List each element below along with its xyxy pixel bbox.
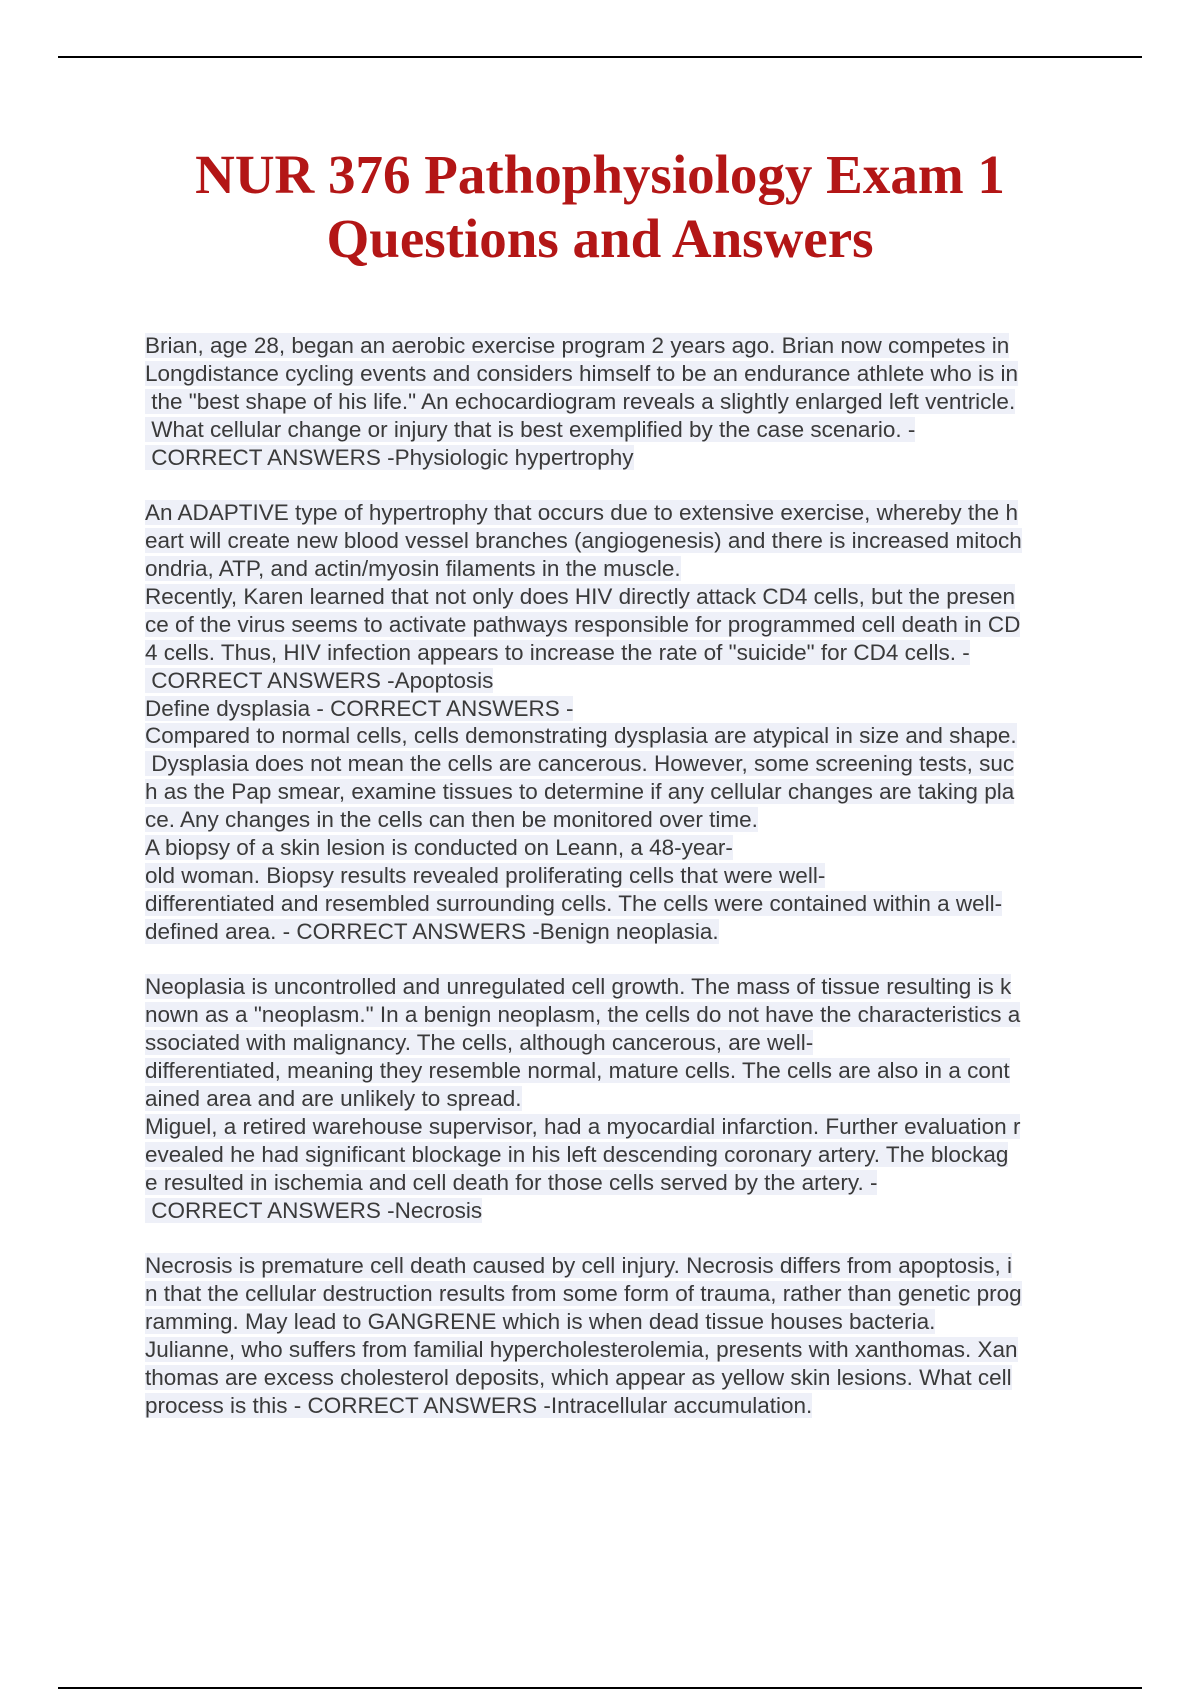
text-line-content: ce of the virus seems to activate pathways responsible for programmed cell death in CD [145, 611, 1021, 637]
text-line-content: Define dysplasia - CORRECT ANSWERS - [145, 695, 574, 721]
text-line [145, 1336, 1090, 1364]
text-line [145, 1001, 1090, 1029]
text-line-content: 4 cells. Thus, HIV infection appears to increase the rate of "suicide" for CD4 cells. - [145, 639, 970, 665]
text-line-content: Compared to normal cells, cells demonstrating dysplasia are atypical in size and shape. [145, 723, 1017, 749]
text-line-content: What cellular change or injury that is best exemplified by the case scenario. - [145, 416, 916, 442]
text-line-content: differentiated and resembled surrounding cells. The cells were contained within a well- [145, 890, 1003, 916]
text-line [145, 834, 1090, 862]
text-line-content: ained area and are unlikely to spread. [145, 1086, 522, 1112]
bottom-rule [58, 1687, 1142, 1689]
text-line-content: nown as a "neoplasm." In a benign neoplasm, the cells do not have the characteristics a [145, 1002, 1021, 1028]
text-line-content: old woman. Biopsy results revealed proliferating cells that were well- [145, 862, 826, 888]
text-line-content: Julianne, who suffers from familial hypercholesterolemia, presents with xanthomas. Xan [145, 1337, 1018, 1363]
text-line-content: Miguel, a retired warehouse supervisor, had a myocardial infarction. Further evaluation r [145, 1113, 1021, 1139]
text-line [145, 890, 1090, 918]
text-line [145, 388, 1090, 416]
text-line [145, 444, 1090, 472]
text-line-content: CORRECT ANSWERS -Apoptosis [145, 667, 494, 693]
text-line-content: ce. Any changes in the cells can then be monitored over time. [145, 807, 758, 833]
text-line [145, 973, 1090, 1001]
text-line-content: e resulted in ischemia and cell death for those cells served by the artery. - [145, 1169, 878, 1195]
text-line [145, 555, 1090, 583]
text-line [145, 499, 1090, 527]
text-line [145, 918, 1090, 946]
text-line [145, 527, 1090, 555]
text-line [145, 667, 1090, 695]
text-line [145, 1057, 1090, 1085]
text-line [145, 750, 1090, 778]
text-line [145, 332, 1090, 360]
top-rule [58, 56, 1142, 58]
qa-text-body [145, 332, 1090, 1420]
text-line [145, 1252, 1090, 1280]
text-line [145, 1308, 1090, 1336]
text-line-content: Necrosis is premature cell death caused by cell injury. Necrosis differs from apoptosis, i [145, 1253, 1013, 1279]
text-line-content: Brian, age 28, began an aerobic exercise program 2 years ago. Brian now competes in [145, 333, 1010, 358]
text-line-content: An ADAPTIVE type of hypertrophy that occurs due to extensive exercise, whereby the h [145, 500, 1018, 526]
title-line-1: NUR 376 Pathophysiology Exam 1 [195, 144, 1005, 205]
text-line-content: Neoplasia is uncontrolled and unregulated cell growth. The mass of tissue resulting is k [145, 974, 1012, 1000]
text-line-content: evealed he had significant blockage in his left descending coronary artery. The blockag [145, 1141, 1009, 1167]
document-title [80, 143, 1120, 271]
paragraph-gap [145, 946, 1090, 974]
text-line [145, 583, 1090, 611]
text-line [145, 1392, 1090, 1420]
text-line-content: CORRECT ANSWERS -Physiologic hypertrophy [145, 444, 634, 470]
text-line-content: CORRECT ANSWERS -Necrosis [145, 1197, 483, 1223]
text-line-content: A biopsy of a skin lesion is conducted on Leann, a 48-year- [145, 835, 733, 861]
text-line-content: process is this - CORRECT ANSWERS -Intracellular accumulation. [145, 1392, 813, 1418]
text-line-content: thomas are excess cholesterol deposits, which appear as yellow skin lesions. What cell [145, 1364, 1012, 1390]
text-line [145, 806, 1090, 834]
text-line [145, 1085, 1090, 1113]
text-line [145, 416, 1090, 444]
text-line-content: the "best shape of his life." An echocardiogram reveals a slightly enlarged left ventricle. [145, 388, 1016, 414]
text-line [145, 611, 1090, 639]
text-line [145, 1197, 1090, 1225]
text-line [145, 1113, 1090, 1141]
text-line [145, 1169, 1090, 1197]
text-line [145, 1364, 1090, 1392]
title-line-2: Questions and Answers [326, 208, 874, 269]
text-line [145, 778, 1090, 806]
text-line [145, 639, 1090, 667]
text-line-content: eart will create new blood vessel branches (angiogenesis) and there is increased mitoch [145, 528, 1022, 554]
text-line-content: h as the Pap smear, examine tissues to determine if any cellular changes are taking pla [145, 779, 1015, 805]
text-line [145, 1280, 1090, 1308]
paragraph-gap [145, 471, 1090, 499]
text-line-content: defined area. - CORRECT ANSWERS -Benign neoplasia. [145, 918, 719, 944]
text-line [145, 695, 1090, 723]
text-line-content: n that the cellular destruction results from some form of trauma, rather than genetic prog [145, 1281, 1022, 1307]
text-line [145, 1141, 1090, 1169]
text-line [145, 722, 1090, 750]
text-line-content: Recently, Karen learned that not only does HIV directly attack CD4 cells, but the presen [145, 584, 1016, 610]
text-line [145, 1029, 1090, 1057]
text-line-content: Dysplasia does not mean the cells are cancerous. However, some screening tests, suc [145, 751, 1015, 777]
text-line [145, 360, 1090, 388]
text-line-content: ssociated with malignancy. The cells, although cancerous, are well- [145, 1030, 814, 1056]
paragraph-gap [145, 1225, 1090, 1253]
text-line-content: Longdistance cycling events and considers himself to be an endurance athlete who is in [145, 360, 1019, 386]
text-line-content: ramming. May lead to GANGRENE which is when dead tissue houses bacteria. [145, 1309, 936, 1335]
text-line-content: ondria, ATP, and actin/myosin filaments in the muscle. [145, 556, 681, 582]
text-line-content: differentiated, meaning they resemble normal, mature cells. The cells are also in a cont [145, 1058, 1010, 1084]
text-line [145, 862, 1090, 890]
